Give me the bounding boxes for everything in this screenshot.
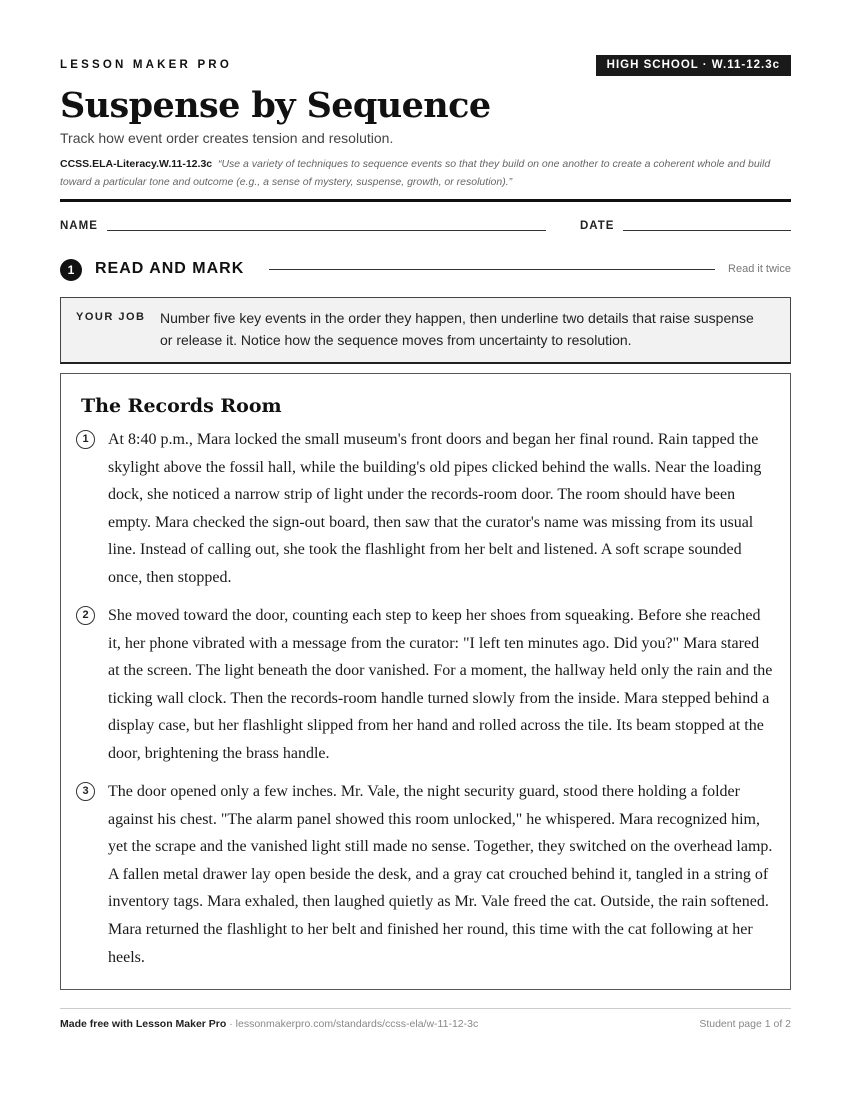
name-field[interactable] — [107, 230, 546, 231]
worksheet-page — [60, 0, 791, 1100]
story-paragraph: At 8:40 p.m., Mara locked the small museum's front doors and began her final round. Rain tapped the skylight above the fossil hall, while the building's old pipes clicked behind the walls. Near the loading dock, she noticed a narrow strip of light under the records-room door. The room should have been empty. Mara checked the sign-out board, then saw that the curator's name was missing from its usual line. Instead of calling out, she took the flashlight from her belt and listened. A soft scrape sounded once, then stopped. — [108, 431, 762, 586]
section-divider — [269, 269, 715, 270]
worksheet-subtitle: Track how event order creates tension and resolution. — [60, 130, 394, 146]
footer-credit — [60, 1018, 478, 1030]
page-indicator: Student page 1 of 2 — [699, 1018, 791, 1030]
standard-description — [60, 155, 791, 191]
grade-standard-badge: HIGH SCHOOL · W.11-12.3c — [596, 55, 791, 76]
standard-quote: “Use a variety of techniques to sequence events so that they build on one another to create a coherent whole and build toward a particular tone and outcome (e.g., a sense of mystery, suspense, growth, or resolution).” — [60, 158, 771, 188]
standard-code: CCSS.ELA-Literacy.W.11-12.3c — [60, 158, 213, 170]
paragraph-number-badge: 2 — [76, 606, 95, 625]
footer-url[interactable]: · lessonmakerpro.com/standards/ccss-ela/w-11-12-3c — [226, 1018, 479, 1030]
instructions-label: YOUR JOB — [76, 311, 146, 323]
section-number-badge: 1 — [60, 259, 82, 281]
story-passage — [60, 373, 791, 990]
footer-divider — [60, 1008, 791, 1009]
instructions-box — [60, 297, 791, 364]
paragraph-number-badge: 1 — [76, 430, 95, 449]
story-title: The Records Room — [81, 395, 282, 417]
footer-brand: Made free with Lesson Maker Pro — [60, 1018, 227, 1030]
section-title: READ AND MARK — [95, 260, 245, 277]
date-field[interactable] — [623, 230, 791, 231]
story-paragraph: She moved toward the door, counting each step to keep her shoes from squeaking. Before she reached it, her phone vibrated with a message from the curator: "I left ten minutes ago. Did you?" Mara stared at the screen. The light beneath the door vanished. For a moment, the hallway held only the rain and the ticking wall clock. Then the records-room handle turned slowly from the inside. Mara stepped behind a display case, but her flashlight slipped from her hand and rolled across the tile. Its beam stopped at the door, brightening the brass handle. — [108, 607, 773, 762]
date-label: DATE — [580, 220, 615, 232]
story-paragraph: The door opened only a few inches. Mr. Vale, the night security guard, stood there holding a folder against his chest. "The alarm panel showed this room unlocked," he whispered. Mara recognized him, yet the scrape and the vanished light still made no sense. Together, they switched on the overhead lamp. A fallen metal drawer lay open beside the desk, and a gray cat crouched behind it, tangled in a string of inventory tags. Mara exhaled, then laughed quietly as Mr. Vale freed the cat. Outside, the rain softened. Mara returned the flashlight to her belt and finished her round, this time with the cat following at her heels. — [108, 783, 773, 966]
header-divider — [60, 199, 791, 202]
paragraph-number-badge: 3 — [76, 782, 95, 801]
instructions-text: Number five key events in the order they happen, then underline two details that raise suspense or release it. Notice how the sequence moves from uncertainty to resolution. — [160, 310, 754, 348]
name-label: NAME — [60, 220, 98, 232]
section-note: Read it twice — [728, 263, 791, 275]
worksheet-title: Suspense by Sequence — [60, 85, 491, 126]
brand-name: LESSON MAKER PRO — [60, 59, 232, 71]
